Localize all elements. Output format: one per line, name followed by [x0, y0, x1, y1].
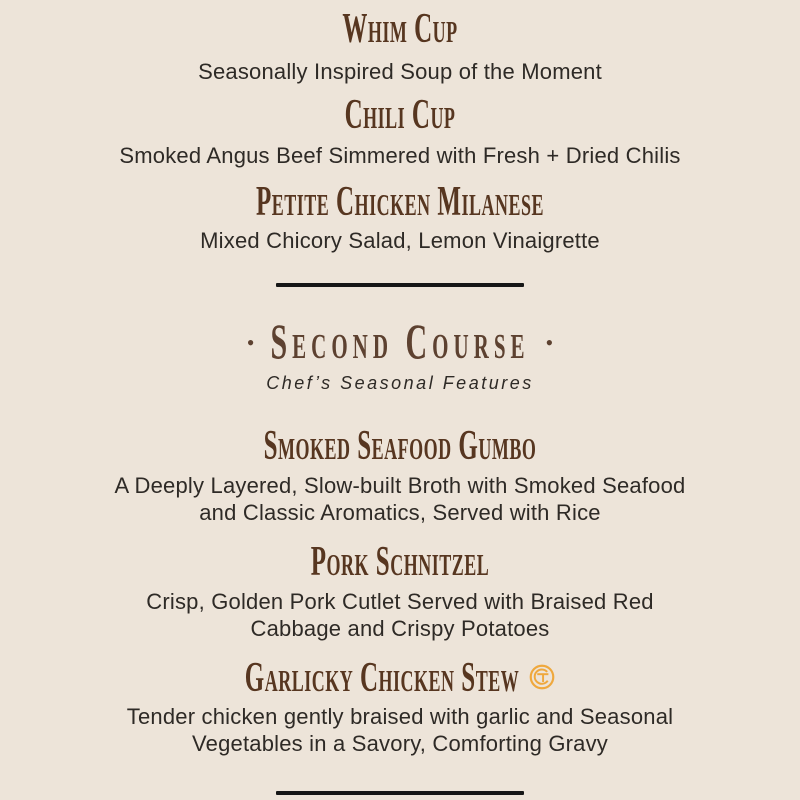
dish-description: Smoked Angus Beef Simmered with Fresh + Dried Chilis — [119, 143, 681, 168]
course-subtitle: Chef’s Seasonal Features — [266, 373, 534, 393]
dish-name-text: Petite Chicken Milanese — [256, 179, 544, 226]
dish-description: Crisp, Golden Pork Cutlet Served with Braised Red Cabbage and Crispy Potatoes — [146, 589, 654, 641]
section-divider — [276, 791, 524, 795]
second-course-heading — [0, 315, 800, 371]
gluten-free-badge-icon — [529, 664, 555, 695]
dish-name-garlicky-chicken-stew — [0, 655, 800, 703]
dish-name-text: Garlicky Chicken Stew — [244, 655, 520, 702]
dish-description: Mixed Chicory Salad, Lemon Vinaigrette — [200, 228, 600, 253]
dish-name-pork-schnitzel — [0, 539, 800, 587]
dish-name-text: Chili Cup — [344, 92, 456, 139]
dish-name-whim-cup — [0, 6, 800, 54]
course-title-text: Second Course — [270, 314, 530, 370]
bullet-dot-right: • — [545, 330, 554, 355]
dish-description: A Deeply Layered, Slow-built Broth with Smoked Seafood and Classic Aromatics, Served with Rice — [114, 473, 686, 525]
section-divider — [276, 283, 524, 287]
dish-description: Tender chicken gently braised with garlic and Seasonal Vegetables in a Savory, Comforting Gravy — [126, 704, 674, 756]
dish-name-text: Whim Cup — [342, 6, 458, 53]
dish-name-text: Smoked Seafood Gumbo — [263, 423, 537, 470]
dish-name-smoked-seafood-gumbo — [0, 423, 800, 471]
dish-name-text: Pork Schnitzel — [310, 539, 490, 586]
dish-name-petite-chicken-milanese — [0, 179, 800, 227]
dish-name-chili-cup — [0, 92, 800, 140]
bullet-dot-left: • — [246, 330, 255, 355]
dish-description: Seasonally Inspired Soup of the Moment — [198, 59, 602, 84]
